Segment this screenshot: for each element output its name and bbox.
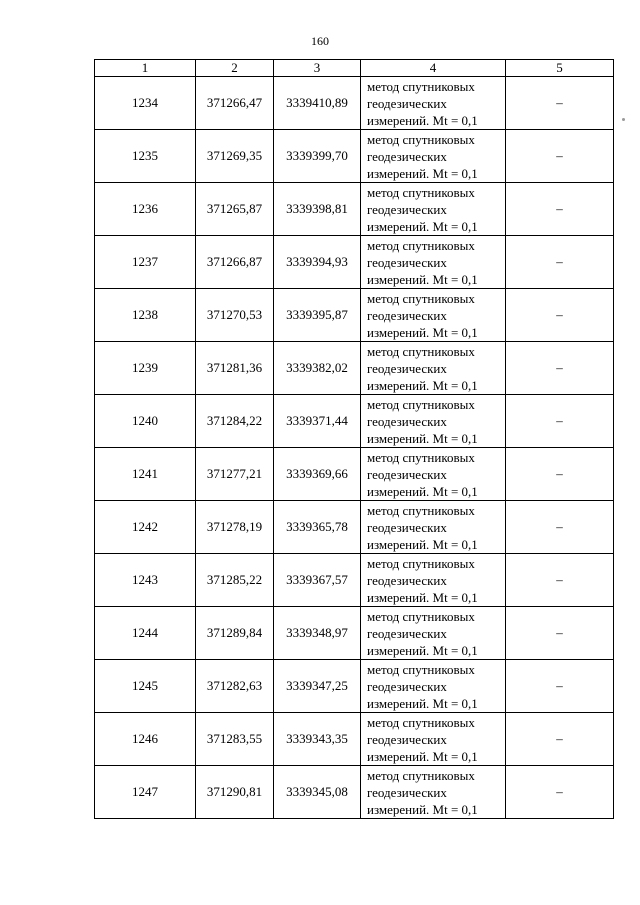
note-cell: –: [506, 766, 614, 819]
table-row: [95, 183, 614, 236]
note-cell: –: [506, 395, 614, 448]
method-cell: [361, 130, 506, 183]
method-line: измерений. Mt = 0,1: [367, 377, 478, 393]
y-coordinate-cell: 3339343,35: [274, 713, 361, 766]
method-line: метод спутниковых: [367, 78, 475, 94]
y-coordinate-cell: 3339365,78: [274, 501, 361, 554]
method-line: геодезических: [367, 254, 447, 270]
table-row: [95, 342, 614, 395]
method-cell: [361, 289, 506, 342]
method-line: геодезических: [367, 519, 447, 535]
method-line: метод спутниковых: [367, 343, 475, 359]
table-row: [95, 554, 614, 607]
method-cell: [361, 395, 506, 448]
point-number-cell: 1241: [95, 448, 196, 501]
table-row: [95, 713, 614, 766]
method-line: геодезических: [367, 413, 447, 429]
method-cell: [361, 77, 506, 130]
method-line: метод спутниковых: [367, 767, 475, 783]
x-coordinate-cell: 371283,55: [196, 713, 274, 766]
header-col-1: 1: [95, 60, 196, 77]
method-line: геодезических: [367, 307, 447, 323]
y-coordinate-cell: 3339395,87: [274, 289, 361, 342]
table-row: [95, 236, 614, 289]
note-cell: –: [506, 660, 614, 713]
point-number-cell: 1239: [95, 342, 196, 395]
method-line: измерений. Mt = 0,1: [367, 112, 478, 128]
method-line: измерений. Mt = 0,1: [367, 430, 478, 446]
note-cell: –: [506, 130, 614, 183]
table-row: [95, 501, 614, 554]
y-coordinate-cell: 3339367,57: [274, 554, 361, 607]
point-number-cell: 1244: [95, 607, 196, 660]
method-line: геодезических: [367, 148, 447, 164]
method-line: геодезических: [367, 784, 447, 800]
note-cell: –: [506, 77, 614, 130]
header-col-5: 5: [506, 60, 614, 77]
table-row: [95, 130, 614, 183]
table-row: [95, 660, 614, 713]
page-number: 160: [311, 34, 329, 48]
note-cell: –: [506, 501, 614, 554]
point-number-cell: 1246: [95, 713, 196, 766]
point-number-cell: 1242: [95, 501, 196, 554]
method-line: измерений. Mt = 0,1: [367, 748, 478, 764]
table-row: [95, 77, 614, 130]
x-coordinate-cell: 371269,35: [196, 130, 274, 183]
point-number-cell: 1237: [95, 236, 196, 289]
table-row: [95, 607, 614, 660]
point-number-cell: 1245: [95, 660, 196, 713]
method-cell: [361, 766, 506, 819]
method-line: измерений. Mt = 0,1: [367, 165, 478, 181]
method-line: измерений. Mt = 0,1: [367, 801, 478, 817]
method-line: метод спутниковых: [367, 449, 475, 465]
coordinates-table: [94, 59, 614, 819]
y-coordinate-cell: 3339410,89: [274, 77, 361, 130]
x-coordinate-cell: 371284,22: [196, 395, 274, 448]
method-line: геодезических: [367, 466, 447, 482]
x-coordinate-cell: 371266,87: [196, 236, 274, 289]
method-line: геодезических: [367, 678, 447, 694]
x-coordinate-cell: 371278,19: [196, 501, 274, 554]
note-cell: –: [506, 713, 614, 766]
method-line: метод спутниковых: [367, 290, 475, 306]
note-cell: –: [506, 554, 614, 607]
y-coordinate-cell: 3339348,97: [274, 607, 361, 660]
method-cell: [361, 448, 506, 501]
table-row: [95, 448, 614, 501]
x-coordinate-cell: 371281,36: [196, 342, 274, 395]
method-line: измерений. Mt = 0,1: [367, 271, 478, 287]
y-coordinate-cell: 3339398,81: [274, 183, 361, 236]
method-line: измерений. Mt = 0,1: [367, 589, 478, 605]
method-line: геодезических: [367, 360, 447, 376]
method-line: метод спутниковых: [367, 237, 475, 253]
note-cell: –: [506, 342, 614, 395]
x-coordinate-cell: 371270,53: [196, 289, 274, 342]
table-row: [95, 766, 614, 819]
method-cell: [361, 660, 506, 713]
point-number-cell: 1240: [95, 395, 196, 448]
header-col-3: 3: [274, 60, 361, 77]
y-coordinate-cell: 3339369,66: [274, 448, 361, 501]
table-row: [95, 395, 614, 448]
scan-speck: [622, 118, 625, 121]
method-line: метод спутниковых: [367, 131, 475, 147]
method-line: метод спутниковых: [367, 184, 475, 200]
method-line: геодезических: [367, 625, 447, 641]
method-line: геодезических: [367, 572, 447, 588]
method-cell: [361, 236, 506, 289]
point-number-cell: 1243: [95, 554, 196, 607]
method-line: измерений. Mt = 0,1: [367, 218, 478, 234]
note-cell: –: [506, 448, 614, 501]
point-number-cell: 1236: [95, 183, 196, 236]
x-coordinate-cell: 371282,63: [196, 660, 274, 713]
x-coordinate-cell: 371265,87: [196, 183, 274, 236]
point-number-cell: 1247: [95, 766, 196, 819]
method-line: измерений. Mt = 0,1: [367, 536, 478, 552]
x-coordinate-cell: 371285,22: [196, 554, 274, 607]
method-line: геодезических: [367, 95, 447, 111]
method-line: геодезических: [367, 731, 447, 747]
method-cell: [361, 554, 506, 607]
method-cell: [361, 607, 506, 660]
y-coordinate-cell: 3339345,08: [274, 766, 361, 819]
method-cell: [361, 183, 506, 236]
table-body: [95, 77, 614, 819]
method-line: геодезических: [367, 201, 447, 217]
method-line: измерений. Mt = 0,1: [367, 695, 478, 711]
method-line: метод спутниковых: [367, 714, 475, 730]
note-cell: –: [506, 183, 614, 236]
table-row: [95, 289, 614, 342]
point-number-cell: 1234: [95, 77, 196, 130]
x-coordinate-cell: 371277,21: [196, 448, 274, 501]
method-cell: [361, 501, 506, 554]
y-coordinate-cell: 3339382,02: [274, 342, 361, 395]
method-line: метод спутниковых: [367, 661, 475, 677]
note-cell: –: [506, 289, 614, 342]
method-line: измерений. Mt = 0,1: [367, 324, 478, 340]
method-line: метод спутниковых: [367, 396, 475, 412]
header-col-4: 4: [361, 60, 506, 77]
table-header-row: [95, 60, 614, 77]
method-line: метод спутниковых: [367, 608, 475, 624]
header-col-2: 2: [196, 60, 274, 77]
x-coordinate-cell: 371290,81: [196, 766, 274, 819]
y-coordinate-cell: 3339399,70: [274, 130, 361, 183]
point-number-cell: 1235: [95, 130, 196, 183]
y-coordinate-cell: 3339371,44: [274, 395, 361, 448]
note-cell: –: [506, 607, 614, 660]
method-cell: [361, 713, 506, 766]
point-number-cell: 1238: [95, 289, 196, 342]
note-cell: –: [506, 236, 614, 289]
method-line: измерений. Mt = 0,1: [367, 642, 478, 658]
x-coordinate-cell: 371266,47: [196, 77, 274, 130]
y-coordinate-cell: 3339394,93: [274, 236, 361, 289]
x-coordinate-cell: 371289,84: [196, 607, 274, 660]
method-line: метод спутниковых: [367, 555, 475, 571]
method-line: метод спутниковых: [367, 502, 475, 518]
method-line: измерений. Mt = 0,1: [367, 483, 478, 499]
method-cell: [361, 342, 506, 395]
y-coordinate-cell: 3339347,25: [274, 660, 361, 713]
